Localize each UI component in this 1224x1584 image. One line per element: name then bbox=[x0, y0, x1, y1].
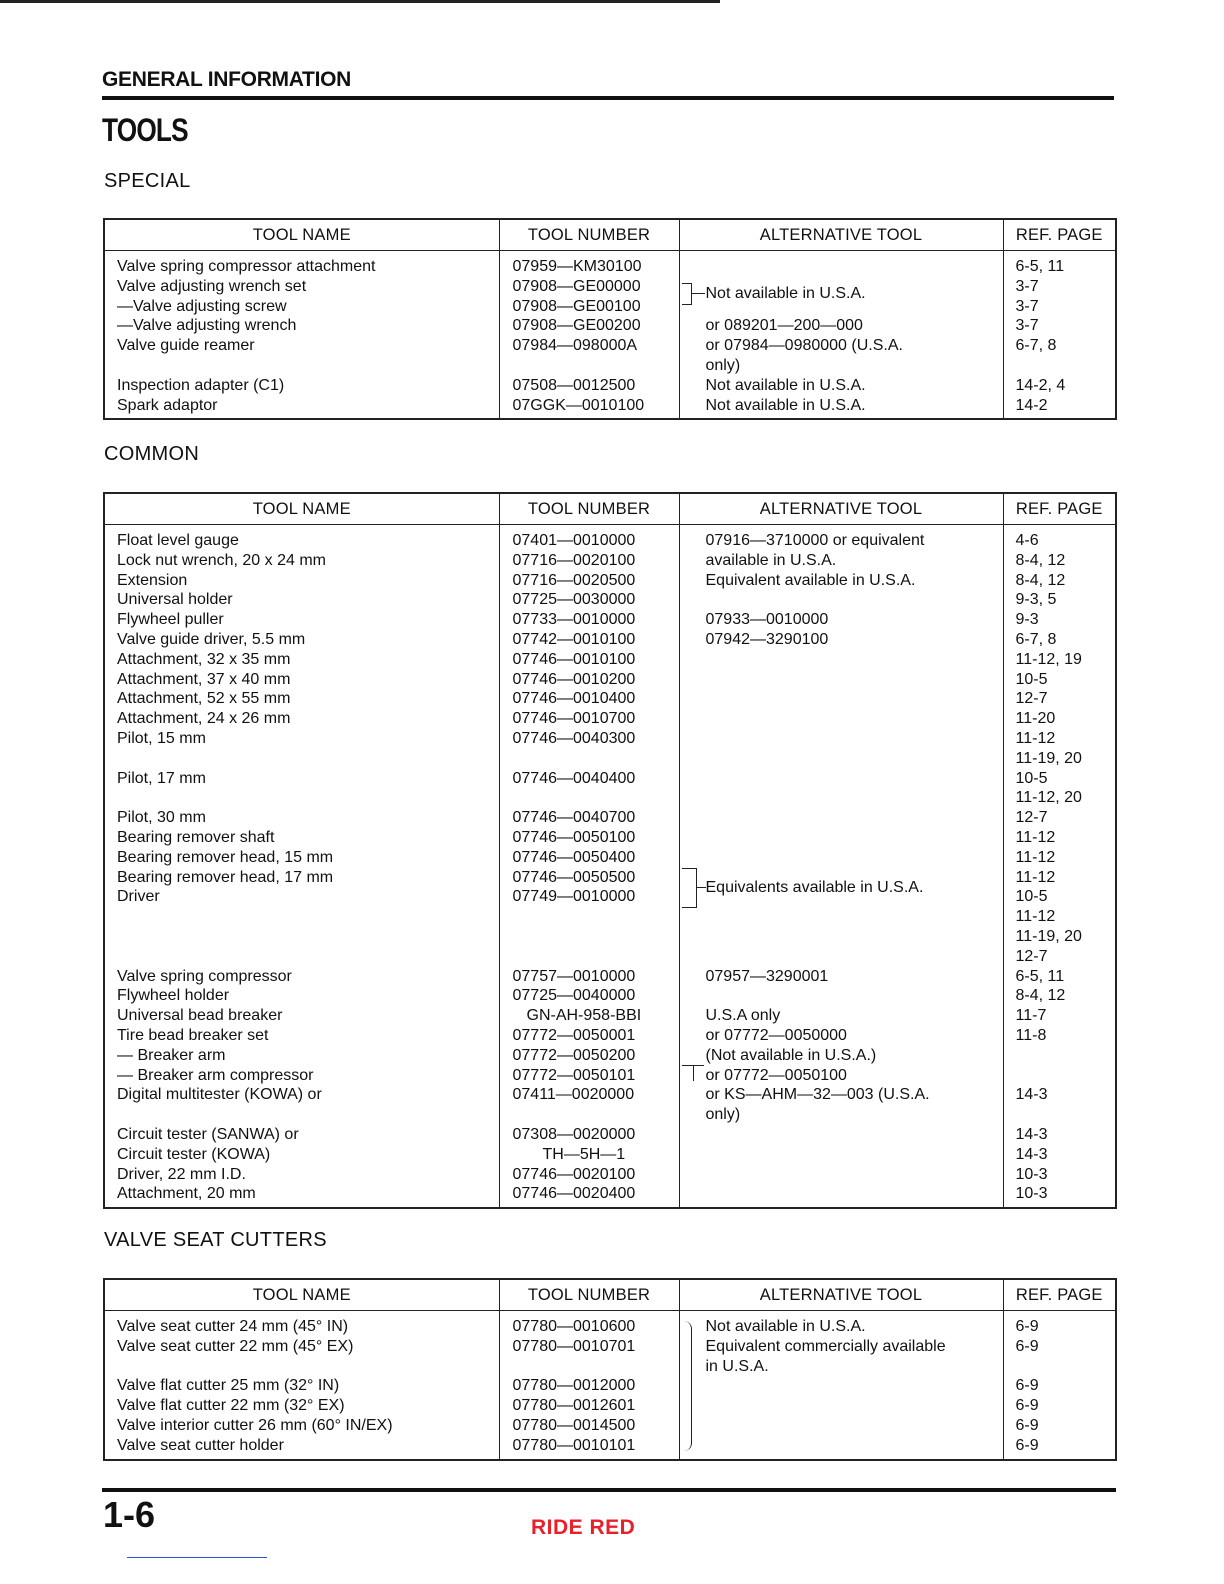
alternative-tool bbox=[680, 590, 1003, 610]
tool-name: — Breaker arm compressor bbox=[117, 1066, 314, 1084]
ref-page bbox=[1004, 356, 1116, 376]
special-subheading: SPECIAL bbox=[104, 170, 191, 192]
header-rule bbox=[102, 96, 1114, 100]
ref-page: 6-7, 8 bbox=[1015, 337, 1057, 355]
tool-number: 07780—0010701 bbox=[512, 1337, 636, 1355]
col-tool-name: TOOL NAME bbox=[104, 219, 499, 251]
ref-page: 11-12 bbox=[1015, 848, 1056, 866]
tool-name: Pilot, 17 mm bbox=[117, 769, 206, 787]
ref-page: 6-9 bbox=[1015, 1436, 1039, 1454]
tool-number: 07746—0050500 bbox=[512, 868, 636, 886]
tool-name bbox=[105, 749, 499, 769]
ref-page: 6-7, 8 bbox=[1015, 630, 1057, 648]
alternative-tool: (Not available in U.S.A.) bbox=[705, 1046, 877, 1064]
tool-number bbox=[500, 1357, 679, 1377]
tool-name: Spark adaptor bbox=[117, 396, 218, 414]
tool-number: 07780—0012601 bbox=[512, 1397, 636, 1415]
ref-page: 12-7 bbox=[1015, 690, 1048, 708]
col-tool-number: TOOL NUMBER bbox=[499, 1279, 679, 1311]
alternative-tool bbox=[680, 1396, 1003, 1416]
col-ref-page: REF. PAGE bbox=[1003, 1279, 1116, 1311]
tool-name: —Valve adjusting screw bbox=[117, 297, 287, 315]
tool-number: 07GGK—0010100 bbox=[512, 396, 645, 414]
top-edge-rule bbox=[0, 0, 720, 3]
ref-page: 6-9 bbox=[1015, 1337, 1039, 1355]
alternative-tool: Equivalent commercially available bbox=[705, 1337, 946, 1355]
alternative-tool bbox=[680, 907, 1003, 927]
alternative-tool: or KS—AHM—32—003 (U.S.A. bbox=[705, 1086, 930, 1104]
tool-number: 07746—0020400 bbox=[512, 1185, 636, 1203]
ref-page: 11-12 bbox=[1015, 868, 1056, 886]
alternative-tool bbox=[680, 828, 1003, 848]
alternative-tool bbox=[680, 769, 1003, 789]
tool-name: Bearing remover head, 17 mm bbox=[117, 868, 334, 886]
alternative-tool bbox=[680, 257, 1003, 277]
tool-number bbox=[500, 749, 679, 769]
tool-name: Valve adjusting wrench set bbox=[117, 277, 307, 295]
tool-name: Flywheel holder bbox=[117, 987, 230, 1005]
ref-page: 3-7 bbox=[1015, 297, 1039, 315]
ref-page bbox=[1004, 1066, 1116, 1086]
ref-page: 9-3, 5 bbox=[1015, 591, 1057, 609]
ref-page: 11-12, 20 bbox=[1015, 789, 1082, 807]
ref-page: 14-3 bbox=[1015, 1145, 1048, 1163]
tool-name: Float level gauge bbox=[117, 532, 239, 549]
ref-page: 6-9 bbox=[1015, 1377, 1039, 1395]
alternative-tool bbox=[680, 729, 1003, 749]
ref-page: 12-7 bbox=[1015, 947, 1048, 965]
tool-number: 07780—0010600 bbox=[512, 1318, 636, 1335]
alternative-tool: or 07772—0050000 bbox=[705, 1026, 847, 1044]
bracket bbox=[693, 1065, 694, 1081]
ref-page: 8-4, 12 bbox=[1015, 571, 1066, 589]
col-tool-number: TOOL NUMBER bbox=[499, 493, 679, 525]
tool-number bbox=[500, 788, 679, 808]
tool-name: Driver, 22 mm I.D. bbox=[117, 1165, 246, 1183]
alternative-tool: or 089201—200—000 bbox=[705, 317, 863, 335]
tool-name: Valve flat cutter 22 mm (32° EX) bbox=[117, 1397, 345, 1415]
alternative-tool bbox=[680, 986, 1003, 1006]
alternative-tool bbox=[680, 808, 1003, 828]
alternative-tool bbox=[680, 670, 1003, 690]
ref-page: 8-4, 12 bbox=[1015, 551, 1066, 569]
tool-name bbox=[105, 1357, 499, 1377]
tool-name: —Valve adjusting wrench bbox=[117, 317, 297, 335]
col-alternative-tool: ALTERNATIVE TOOL bbox=[679, 1279, 1003, 1311]
tool-name bbox=[105, 947, 499, 967]
ref-page: 10-5 bbox=[1015, 769, 1048, 787]
tool-name: Inspection adapter (C1) bbox=[117, 376, 285, 394]
tool-number: 07772—0050001 bbox=[512, 1026, 636, 1044]
tool-name: Attachment, 32 x 35 mm bbox=[117, 650, 291, 668]
tool-number: TH—5H—1 bbox=[542, 1145, 626, 1163]
tool-number: 07746—0050100 bbox=[512, 828, 636, 846]
tool-number: 07746—0010400 bbox=[512, 690, 636, 708]
tool-name bbox=[105, 1105, 499, 1125]
alternative-tool: 07933—0010000 bbox=[705, 611, 829, 629]
ref-page bbox=[1004, 1046, 1116, 1066]
ref-page: 11-12 bbox=[1015, 729, 1056, 747]
tool-name: Universal bead breaker bbox=[117, 1007, 283, 1025]
tool-number-cell bbox=[499, 251, 679, 420]
tool-number bbox=[500, 356, 679, 376]
tool-name-cell bbox=[104, 251, 499, 420]
alternative-tool: or 07772—0050100 bbox=[705, 1066, 847, 1084]
col-ref-page: REF. PAGE bbox=[1003, 219, 1116, 251]
ref-page: 14-3 bbox=[1015, 1125, 1048, 1143]
alternative-tool bbox=[680, 1416, 1003, 1436]
tool-name: Attachment, 24 x 26 mm bbox=[117, 710, 291, 728]
alternative-tool: only) bbox=[705, 1106, 741, 1124]
tool-name: Tire bead breaker set bbox=[117, 1026, 269, 1044]
ref-page: 3-7 bbox=[1015, 277, 1039, 295]
tool-number-cell bbox=[499, 1311, 679, 1460]
alternative-tool: 07942—3290100 bbox=[705, 630, 829, 648]
col-tool-name: TOOL NAME bbox=[104, 493, 499, 525]
tool-name-cell bbox=[104, 1311, 499, 1460]
ref-page: 6-9 bbox=[1015, 1416, 1039, 1434]
ref-page: 6-9 bbox=[1015, 1318, 1039, 1335]
ref-page: 11-12 bbox=[1015, 908, 1056, 926]
tool-number: 07908—GE00100 bbox=[512, 297, 641, 315]
alternative-tool: Not available in U.S.A. bbox=[705, 1318, 866, 1335]
tool-number: 07725—0040000 bbox=[512, 987, 636, 1005]
alternative-tool-cell bbox=[679, 1311, 1003, 1460]
alternative-tool: only) bbox=[705, 356, 741, 374]
tool-name: Valve spring compressor bbox=[117, 967, 292, 985]
tool-name: Attachment, 52 x 55 mm bbox=[117, 690, 291, 708]
tool-number-cell bbox=[499, 525, 679, 1209]
ref-page: 10-5 bbox=[1015, 888, 1048, 906]
tool-name: Valve seat cutter holder bbox=[117, 1436, 284, 1454]
tool-number: 07984—098000A bbox=[512, 337, 638, 355]
alternative-tool bbox=[680, 1165, 1003, 1185]
valve-seat-cutters-table bbox=[103, 1278, 1117, 1461]
tool-name bbox=[105, 927, 499, 947]
alternative-tool: Equivalent available in U.S.A. bbox=[705, 571, 916, 589]
ref-page: 14-2 bbox=[1015, 396, 1048, 414]
alternative-tool: U.S.A only bbox=[705, 1007, 781, 1025]
tool-name: Valve spring compressor attachment bbox=[117, 258, 376, 275]
curly-brace-bottom bbox=[683, 1377, 692, 1451]
valve-seat-cutters-subheading: VALVE SEAT CUTTERS bbox=[104, 1229, 327, 1251]
ref-page-cell bbox=[1003, 1311, 1116, 1460]
tool-name: Circuit tester (SANWA) or bbox=[117, 1125, 299, 1143]
tool-number: 07780—0014500 bbox=[512, 1416, 636, 1434]
alternative-tool bbox=[680, 848, 1003, 868]
tool-name bbox=[105, 788, 499, 808]
tool-name: Valve guide driver, 5.5 mm bbox=[117, 630, 306, 648]
alternative-tool: 07916—3710000 or equivalent bbox=[705, 532, 925, 549]
alternative-tool: Not available in U.S.A. bbox=[705, 376, 866, 394]
page-title: TOOLS bbox=[102, 112, 188, 148]
tool-number bbox=[500, 907, 679, 927]
ref-page: 14-3 bbox=[1015, 1086, 1048, 1104]
col-alternative-tool: ALTERNATIVE TOOL bbox=[679, 493, 1003, 525]
tool-number: 07746—0040700 bbox=[512, 809, 636, 827]
section-header: GENERAL INFORMATION bbox=[102, 68, 352, 91]
tool-name: Valve seat cutter 24 mm (45° IN) bbox=[117, 1318, 349, 1335]
ref-page: 8-4, 12 bbox=[1015, 987, 1066, 1005]
ref-page: 6-9 bbox=[1015, 1397, 1039, 1415]
tool-name bbox=[105, 356, 499, 376]
tool-number: 07401—0010000 bbox=[512, 532, 636, 549]
alternative-tool: available in U.S.A. bbox=[705, 551, 837, 569]
ref-page: 11-12 bbox=[1015, 828, 1056, 846]
ref-page: 11-20 bbox=[1015, 710, 1056, 728]
bracket-note: Equivalents available in U.S.A. bbox=[705, 879, 924, 896]
common-subheading: COMMON bbox=[104, 443, 200, 465]
tool-number: 07772—0050200 bbox=[512, 1046, 636, 1064]
tool-name: — Breaker arm bbox=[117, 1046, 226, 1064]
tool-name: Lock nut wrench, 20 x 24 mm bbox=[117, 551, 326, 569]
ref-page bbox=[1004, 1105, 1116, 1125]
alternative-tool: in U.S.A. bbox=[705, 1357, 769, 1375]
alternative-tool: 07957—3290001 bbox=[705, 967, 829, 985]
tool-number: 07508—0012500 bbox=[512, 376, 636, 394]
tool-name: Valve interior cutter 26 mm (60° IN/EX) bbox=[117, 1416, 393, 1434]
tool-name: Extension bbox=[117, 571, 188, 589]
tool-number bbox=[500, 927, 679, 947]
page-number: 1-6 bbox=[103, 1494, 156, 1535]
ref-page: 11-7 bbox=[1015, 1007, 1047, 1025]
col-ref-page: REF. PAGE bbox=[1003, 493, 1116, 525]
tool-number: 07746—0010700 bbox=[512, 710, 636, 728]
tool-name: Pilot, 30 mm bbox=[117, 809, 206, 827]
ref-page bbox=[1004, 1357, 1116, 1377]
ref-page: 4-6 bbox=[1015, 532, 1039, 549]
ref-page: 11-12, 19 bbox=[1015, 650, 1082, 668]
tool-name: Driver bbox=[117, 888, 160, 906]
ref-page: 10-3 bbox=[1015, 1185, 1048, 1203]
tool-number: 07908—GE00000 bbox=[512, 277, 641, 295]
tool-number: 07716—0020100 bbox=[512, 551, 636, 569]
special-tools-table bbox=[103, 218, 1117, 420]
tool-number: 07308—0020000 bbox=[512, 1125, 636, 1143]
ref-page: 14-2, 4 bbox=[1015, 376, 1066, 394]
alternative-tool bbox=[680, 788, 1003, 808]
tool-number: 07780—0010101 bbox=[512, 1436, 636, 1454]
tool-number: 07772—0050101 bbox=[512, 1066, 636, 1084]
ride-red-watermark: RIDE RED bbox=[531, 1516, 636, 1539]
tool-number: 07959—KM30100 bbox=[512, 258, 642, 275]
col-alternative-tool: ALTERNATIVE TOOL bbox=[679, 219, 1003, 251]
alternative-tool bbox=[680, 1125, 1003, 1145]
alternative-tool bbox=[680, 1145, 1003, 1165]
ref-page: 11-8 bbox=[1015, 1026, 1047, 1044]
tool-number: 07908—GE00200 bbox=[512, 317, 641, 335]
tool-name: Flywheel puller bbox=[117, 611, 224, 629]
col-tool-name: TOOL NAME bbox=[104, 1279, 499, 1311]
tool-name: Bearing remover head, 15 mm bbox=[117, 848, 334, 866]
tool-number: 07749—0010000 bbox=[512, 888, 636, 906]
tool-name: Attachment, 37 x 40 mm bbox=[117, 670, 291, 688]
alternative-tool bbox=[680, 1184, 1003, 1204]
tool-number: 07746—0010200 bbox=[512, 670, 636, 688]
ref-page: 6-5, 11 bbox=[1015, 258, 1065, 275]
tool-name: Pilot, 15 mm bbox=[117, 729, 206, 747]
curly-brace-top bbox=[683, 1321, 692, 1379]
alternative-tool bbox=[680, 709, 1003, 729]
alternative-tool bbox=[680, 1376, 1003, 1396]
alternative-tool: or 07984—0980000 (U.S.A. bbox=[705, 337, 903, 355]
tool-number: 07746—0050400 bbox=[512, 848, 636, 866]
alternative-tool bbox=[680, 1436, 1003, 1456]
common-tools-table bbox=[103, 492, 1117, 1209]
ref-page: 9-3 bbox=[1015, 611, 1039, 629]
alternative-tool bbox=[680, 650, 1003, 670]
alternative-tool-cell bbox=[679, 251, 1003, 420]
tool-name: Circuit tester (KOWA) bbox=[117, 1145, 271, 1163]
alternative-tool-cell bbox=[679, 525, 1003, 1209]
tool-number: 07716—0020500 bbox=[512, 571, 636, 589]
alternative-tool bbox=[680, 947, 1003, 967]
tool-name: Attachment, 20 mm bbox=[117, 1185, 256, 1203]
bracket-note: Not available in U.S.A. bbox=[705, 285, 866, 302]
tool-name: Valve flat cutter 25 mm (32° IN) bbox=[117, 1377, 340, 1395]
ref-page: 10-5 bbox=[1015, 670, 1048, 688]
tool-number: 07746—0010100 bbox=[512, 650, 636, 668]
tool-name bbox=[105, 907, 499, 927]
ref-page-cell bbox=[1003, 251, 1116, 420]
alternative-tool: Not available in U.S.A. bbox=[705, 396, 866, 414]
ref-page-cell bbox=[1003, 525, 1116, 1209]
tool-name: Valve seat cutter 22 mm (45° EX) bbox=[117, 1337, 354, 1355]
footer-rule bbox=[102, 1488, 1116, 1492]
ref-page: 12-7 bbox=[1015, 809, 1048, 827]
tool-number: 07757—0010000 bbox=[512, 967, 636, 985]
tool-number: 07411—0020000 bbox=[512, 1086, 635, 1104]
tool-number: 07725—0030000 bbox=[512, 591, 636, 609]
tool-name: Bearing remover shaft bbox=[117, 828, 275, 846]
tool-number bbox=[500, 947, 679, 967]
ref-page: 3-7 bbox=[1015, 317, 1039, 335]
tool-number: 07742—0010100 bbox=[512, 630, 636, 648]
col-tool-number: TOOL NUMBER bbox=[499, 219, 679, 251]
tool-name: Digital multitester (KOWA) or bbox=[117, 1086, 322, 1104]
ref-page: 11-19, 20 bbox=[1015, 927, 1082, 945]
tool-name-cell bbox=[104, 525, 499, 1209]
alternative-tool bbox=[680, 927, 1003, 947]
underline-mark bbox=[127, 1557, 267, 1558]
tool-number: 07746—0040400 bbox=[512, 769, 636, 787]
tool-number: 07746—0020100 bbox=[512, 1165, 636, 1183]
tool-number: 07733—0010000 bbox=[512, 611, 636, 629]
tool-number: 07746—0040300 bbox=[512, 729, 636, 747]
ref-page: 6-5, 11 bbox=[1015, 967, 1065, 985]
tool-name: Valve guide reamer bbox=[117, 337, 255, 355]
tool-number: 07780—0012000 bbox=[512, 1377, 636, 1395]
alternative-tool bbox=[680, 689, 1003, 709]
ref-page: 11-19, 20 bbox=[1015, 749, 1082, 767]
tool-number bbox=[500, 1105, 679, 1125]
tool-number: GN-AH-958-BBI bbox=[526, 1007, 642, 1025]
ref-page: 10-3 bbox=[1015, 1165, 1048, 1183]
tool-name: Universal holder bbox=[117, 591, 233, 609]
alternative-tool bbox=[680, 749, 1003, 769]
